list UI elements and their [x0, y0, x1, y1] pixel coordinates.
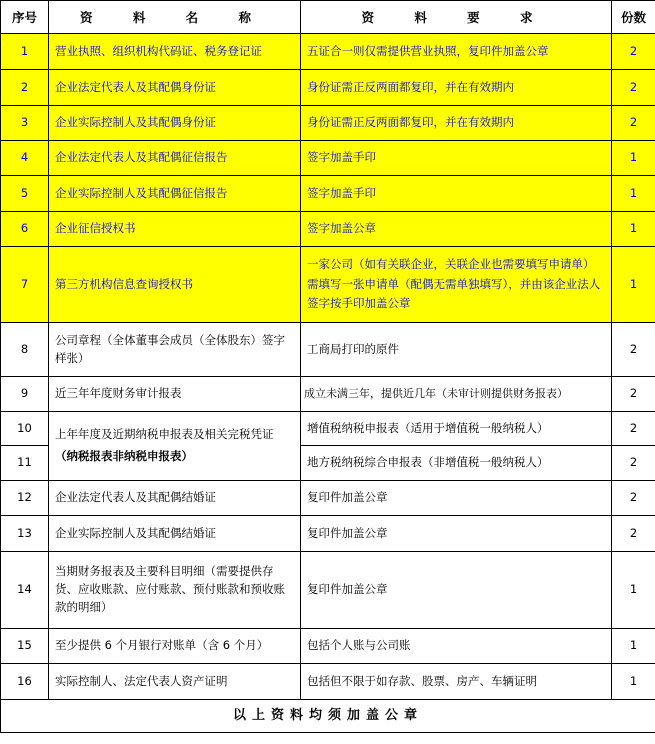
table-row	[1, 481, 655, 516]
tax-docs-note: （纳税报表非纳税申报表）	[55, 449, 193, 463]
row-qty: 2	[612, 412, 655, 446]
row-qty: 1	[612, 212, 655, 247]
row-qty: 2	[612, 323, 655, 377]
row-qty: 2	[612, 446, 655, 481]
row-name: 当期财务报表及主要科目明细（需要提供存货、应收账款、应付账款、预付账款和预收账款的明细）	[49, 552, 301, 629]
row-qty: 1	[612, 247, 655, 323]
header-qty: 份数	[612, 1, 655, 34]
row-req: 五证合一则仅需提供营业执照，复印件加盖公章	[301, 34, 612, 70]
row-name: 至少提供 6 个月银行对账单（含 6 个月）	[49, 629, 301, 664]
table-row	[1, 247, 655, 323]
tax-docs-label: 上年年度及近期纳税申报表及相关完税凭证	[55, 427, 274, 442]
table-row	[1, 412, 655, 446]
header-no: 序号	[1, 1, 49, 34]
table-header	[1, 1, 655, 34]
table-row	[1, 516, 655, 552]
row-no: 6	[1, 212, 49, 247]
row-req: 身份证需正反两面都复印，并在有效期内	[301, 106, 612, 141]
row-req: 增值税纳税申报表（适用于增值税一般纳税人）	[301, 412, 612, 446]
row-no: 13	[1, 516, 49, 552]
row-no: 4	[1, 141, 49, 176]
row-name: 第三方机构信息查询授权书	[49, 247, 301, 323]
row-req: 签字加盖手印	[301, 141, 612, 176]
table-row	[1, 34, 655, 70]
table-row	[1, 176, 655, 212]
row-name: 公司章程（全体董事会成员（全体股东）签字样张）	[49, 323, 301, 377]
footer-row	[1, 700, 655, 733]
table-row	[1, 212, 655, 247]
row-req: 签字加盖公章	[301, 212, 612, 247]
row-name: 营业执照、组织机构代码证、税务登记证	[49, 34, 301, 70]
row-req: 复印件加盖公章	[301, 481, 612, 516]
row-qty: 2	[612, 34, 655, 70]
row-name: 近三年年度财务审计报表	[49, 377, 301, 412]
row-qty: 1	[612, 176, 655, 212]
table-row	[1, 323, 655, 377]
row-name: 企业法定代表人及其配偶身份证	[49, 70, 301, 106]
row-qty: 2	[612, 481, 655, 516]
row-name: 企业征信授权书	[49, 212, 301, 247]
row-qty: 2	[612, 70, 655, 106]
row-req: 签字加盖手印	[301, 176, 612, 212]
row-no: 5	[1, 176, 49, 212]
row-no: 11	[1, 446, 49, 481]
row-qty: 2	[612, 106, 655, 141]
table-row	[1, 70, 655, 106]
row-req: 包括但不限于如存款、股票、房产、车辆证明	[301, 664, 612, 700]
row-no: 10	[1, 412, 49, 446]
row-name: 企业实际控制人及其配偶征信报告	[49, 176, 301, 212]
row-req: 身份证需正反两面都复印，并在有效期内	[301, 70, 612, 106]
row-req: 成立未满三年，提供近几年（未审计则提供财务报表）	[301, 377, 612, 412]
table-row	[1, 629, 655, 664]
row-qty: 1	[612, 552, 655, 629]
row-qty: 1	[612, 629, 655, 664]
table-row	[1, 106, 655, 141]
row-no: 9	[1, 377, 49, 412]
row-no: 1	[1, 34, 49, 70]
row-name: 企业实际控制人及其配偶结婚证	[49, 516, 301, 552]
row-name	[49, 412, 301, 481]
table-row	[1, 141, 655, 176]
row-no: 8	[1, 323, 49, 377]
row-name: 企业法定代表人及其配偶结婚证	[49, 481, 301, 516]
row-req: 复印件加盖公章	[301, 516, 612, 552]
row-req: 工商局打印的原件	[301, 323, 612, 377]
row-qty: 2	[612, 377, 655, 412]
row-req: 一家公司（如有关联企业，关联企业也需要填写申请单）需填写一张申请单（配偶无需单独填写），并由该企业法人签字按手印加盖公章	[301, 247, 612, 323]
header-req: 资 料 要 求	[301, 1, 612, 34]
row-req: 地方税纳税综合申报表（非增值税一般纳税人）	[301, 446, 612, 481]
row-no: 2	[1, 70, 49, 106]
header-name: 资 料 名 称	[49, 1, 301, 34]
row-qty: 2	[612, 516, 655, 552]
row-name: 企业实际控制人及其配偶身份证	[49, 106, 301, 141]
row-name: 企业法定代表人及其配偶征信报告	[49, 141, 301, 176]
footer-note: 以上资料均须加盖公章	[1, 700, 655, 733]
row-qty: 1	[612, 141, 655, 176]
table-row	[1, 552, 655, 629]
row-no: 3	[1, 106, 49, 141]
row-req: 复印件加盖公章	[301, 552, 612, 629]
row-no: 7	[1, 247, 49, 323]
row-no: 16	[1, 664, 49, 700]
row-no: 14	[1, 552, 49, 629]
row-qty: 1	[612, 664, 655, 700]
row-name: 实际控制人、法定代表人资产证明	[49, 664, 301, 700]
row-no: 12	[1, 481, 49, 516]
table-row	[1, 664, 655, 700]
row-req: 包括个人账与公司账	[301, 629, 612, 664]
row-no: 15	[1, 629, 49, 664]
table-row	[1, 377, 655, 412]
